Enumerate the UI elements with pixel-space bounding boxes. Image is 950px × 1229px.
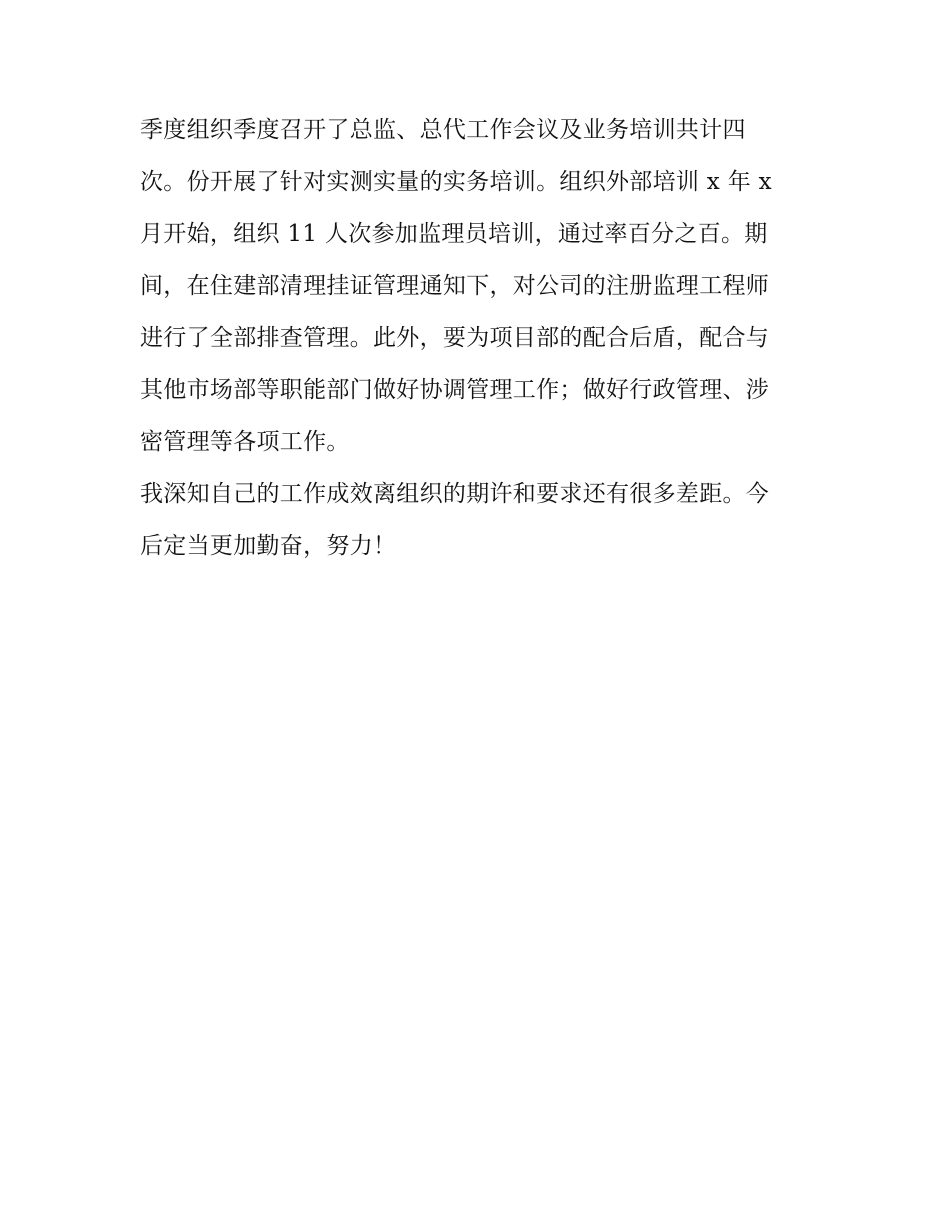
text-line: 次。份开展了针对实测实量的实务培训。组织外部培训 x 年 x — [140, 169, 772, 195]
text-line: 间，在住建部清理挂证管理通知下，对公司的注册监理工程师 — [140, 273, 770, 299]
text-line: 后定当更加勤奋，努力！ — [140, 533, 397, 559]
text-line: 季度组织季度召开了总监、总代工作会议及业务培训共计四 — [140, 117, 746, 143]
text-line: 密管理等各项工作。 — [140, 429, 350, 455]
document-body — [140, 104, 820, 572]
text-line: 月开始，组织 11 人次参加监理员培训，通过率百分之百。期 — [140, 221, 768, 247]
text-line: 进行了全部排查管理。此外，要为项目部的配合后盾，配合与 — [140, 325, 770, 351]
paragraph-closing — [140, 468, 820, 572]
text-line: 其他市场部等职能部门做好协调管理工作；做好行政管理、涉 — [140, 377, 770, 403]
paragraph-work-summary — [140, 104, 820, 468]
text-line: 我深知自己的工作成效离组织的期许和要求还有很多差距。今 — [140, 481, 770, 507]
